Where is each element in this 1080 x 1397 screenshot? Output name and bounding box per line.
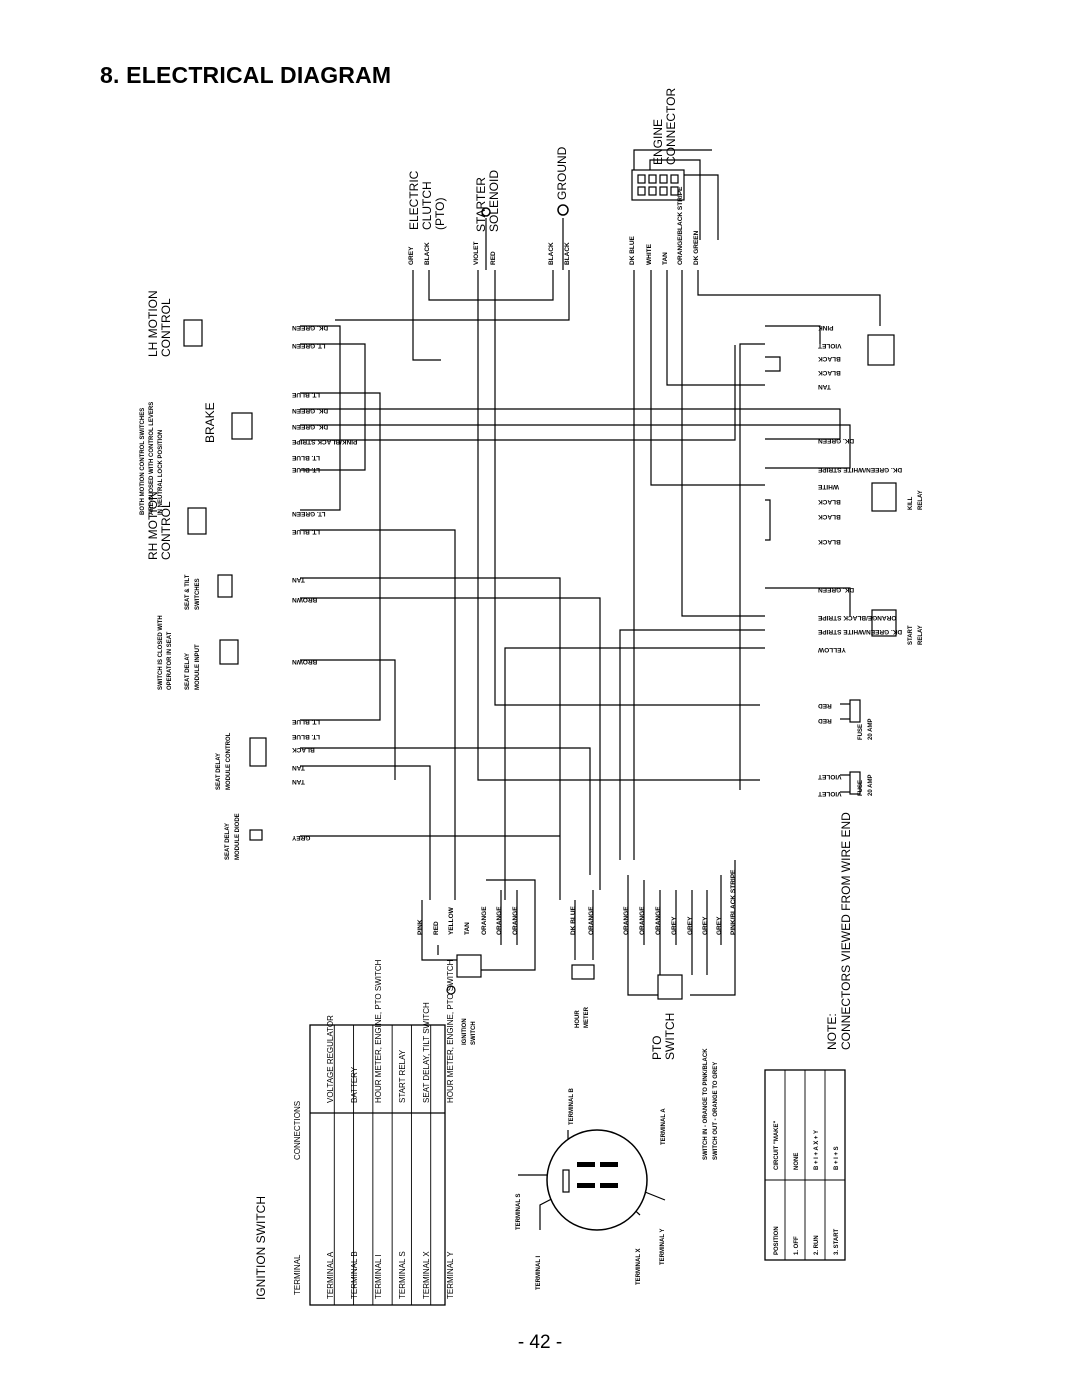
rh-motion-control-label: CONTROL <box>159 501 173 560</box>
wire-label-left: LT. BLUE <box>292 718 321 725</box>
wire-label-bottom: GREY <box>716 916 723 935</box>
wire-label-left: LT. BLUE <box>292 466 321 473</box>
black-wire-2 <box>335 270 569 320</box>
ignition-table-connection: BATTERY <box>350 1066 359 1103</box>
wire-label-right: DK. GREEN/WHITE STRIPE <box>818 466 903 473</box>
wire-label-right: DK. GREEN <box>818 437 855 444</box>
seat-delay-diode-connector <box>250 830 262 840</box>
wire-label-bottom: ORANGE <box>655 906 662 935</box>
wire-label-right: BLACK <box>818 369 841 376</box>
ignition-terminal-label: TERMINAL S <box>516 1193 522 1230</box>
wire-label-left: TAN <box>292 576 305 583</box>
wire-label-bottom: ORANGE <box>512 906 519 935</box>
motion-switch-note: BOTH MOTION CONTROL SWITCHES <box>140 407 146 515</box>
wire-label-bottom: GREY <box>671 916 678 935</box>
engine-connector-pin <box>638 187 645 195</box>
wire-label-bottom: RED <box>433 921 440 935</box>
wire-label-right: RED <box>818 717 832 724</box>
wire-label-top: BLACK <box>424 242 431 265</box>
brake-connector <box>232 413 252 439</box>
ignition-table-connection: HOUR METER, ENGINE, PTO SWITCH <box>446 959 455 1103</box>
page-title: 8. ELECTRICAL DIAGRAM <box>100 62 392 88</box>
pto-switch-note: SWITCH OUT - ORANGE TO GREY <box>713 1061 719 1160</box>
seat-switch-note: SWITCH IS CLOSED WITH <box>158 615 164 690</box>
kill-relay-connector <box>872 483 896 511</box>
wire-label-right: BLACK <box>818 538 841 545</box>
wire-label-left: GREY <box>292 834 311 841</box>
ignition-terminal-blade <box>600 1162 618 1167</box>
ignition-table-connection: VOLTAGE REGULATOR <box>326 1015 335 1103</box>
ign-wire <box>475 945 535 970</box>
left-wire <box>300 409 840 439</box>
fuse-top-label: 20 AMP <box>868 718 874 740</box>
left-wire <box>300 326 340 510</box>
engine-connector-pin <box>638 175 645 183</box>
wire-label-bottom: YELLOW <box>448 907 455 935</box>
starter-solenoid-label: SOLENOID <box>487 169 501 232</box>
start-relay-label: RELAY <box>918 625 924 645</box>
pto-switch-label: SWITCH <box>663 1012 677 1060</box>
seat-delay-diode-label: SEAT DELAY <box>225 822 231 860</box>
engine-connector-pin <box>660 175 667 183</box>
page-number: - 42 - <box>517 1332 563 1353</box>
seat-delay-input-label: SEAT DELAY <box>185 652 191 690</box>
ignition-table-terminal: TERMINAL S <box>398 1251 407 1299</box>
connector-note: CONNECTORS VIEWED FROM WIRE END <box>839 812 853 1050</box>
ignition-terminal-blade <box>600 1183 618 1188</box>
connector-note: NOTE: <box>825 1013 839 1050</box>
right-wire <box>620 630 765 860</box>
hour-meter-connector <box>572 965 594 979</box>
ignition-table-connection: SEAT DELAY, TILT SWITCH <box>422 1002 431 1103</box>
pto-switch-connector <box>658 975 682 999</box>
engine-connector-pin <box>671 175 678 183</box>
fuse-bottom-label: FUSE <box>858 779 864 796</box>
left-wire <box>300 766 430 900</box>
circuit-table-make: B + I + S <box>834 1146 840 1170</box>
engine-connector-pin <box>649 187 656 195</box>
wire-label-right: VIOLET <box>818 773 842 780</box>
circuit-table-position: 2. RUN <box>814 1235 820 1255</box>
black-ground-wire <box>429 270 553 300</box>
ignition-terminal-label: TERMINAL Y <box>660 1228 666 1265</box>
wire-label-top: BLACK <box>548 242 555 265</box>
wire-label-right: PINK <box>818 324 834 331</box>
seat-tilt-switches-label: SWITCHES <box>195 578 201 610</box>
left-wire <box>300 530 455 900</box>
wire-label-top: VIOLET <box>473 241 480 265</box>
ignition-table-header: CONNECTIONS <box>293 1100 302 1160</box>
wire-label-left: LT. BLUE <box>292 733 321 740</box>
red-wire <box>495 270 760 705</box>
seat-delay-control-label: SEAT DELAY <box>216 752 222 790</box>
brake-label: BRAKE <box>203 402 217 443</box>
seat-tilt-switches-label: SEAT & TILT <box>185 574 191 610</box>
wire-label-left: BLACK <box>292 746 315 753</box>
circuit-table-header: POSITION <box>774 1226 780 1255</box>
wire-lines <box>300 150 880 1230</box>
wire-label-right: BLACK <box>818 355 841 362</box>
ignition-table-header: TERMINAL <box>293 1254 302 1295</box>
electric-clutch-label: (PTO) <box>433 197 447 230</box>
grey-clutch-wire <box>413 270 441 360</box>
fuse-bottom-label: 20 AMP <box>868 774 874 796</box>
wire-label-left: TAN <box>292 778 305 785</box>
seat-delay-input-connector <box>220 640 238 664</box>
wire-label-bottom: ORANGE <box>639 906 646 935</box>
rh-motion-control-connector <box>188 508 206 534</box>
wire-label-bottom: ORANGE <box>481 906 488 935</box>
wire-label-bottom: PINK/BLACK STRIPE <box>730 869 737 935</box>
kill-relay-label: KILL <box>908 496 914 510</box>
wire-label-bottom: ORANGE <box>496 906 503 935</box>
bottom-wire <box>486 880 535 945</box>
ignition-switch-face <box>547 1130 647 1230</box>
text-labels <box>140 88 924 1305</box>
pto-switch-label: PTO <box>650 1035 664 1060</box>
wire-label-top: BLACK <box>564 242 571 265</box>
circuit-table-position: 1. OFF <box>794 1236 800 1255</box>
wire-label-bottom: TAN <box>464 922 471 935</box>
circuit-table-make: B + I + A X + Y <box>814 1130 820 1170</box>
lh-motion-control-label: LH MOTION <box>146 290 160 357</box>
seat-delay-control-connector <box>250 738 266 766</box>
engine-connector-pin <box>649 175 656 183</box>
wire-label-left: DK. GREEN <box>292 324 329 331</box>
wire-label-bottom: GREY <box>702 916 709 935</box>
ignition-terminal-blade <box>577 1162 595 1167</box>
wire-label-right: ORANGE/BLACK STRIPE <box>818 614 897 621</box>
dk-green-top-wire <box>698 270 880 326</box>
electric-clutch-label: CLUTCH <box>420 181 434 230</box>
fuse-top-label: FUSE <box>858 723 864 740</box>
violet-wire <box>478 270 760 780</box>
ignition-table-terminal: TERMINAL A <box>326 1251 335 1299</box>
ignition-terminal-label: TERMINAL B <box>569 1088 575 1125</box>
ignition-terminal-blade <box>577 1183 595 1188</box>
engine-connector-label: ENGINE <box>651 118 665 165</box>
ignition-table-terminal: TERMINAL B <box>350 1251 359 1299</box>
bottom-wire <box>690 860 735 995</box>
wire-label-left: PINK/BLACK STRIPE <box>292 438 358 445</box>
wire-label-top: DK BLUE <box>629 236 636 265</box>
lh-motion-control-connector <box>184 320 202 346</box>
wire-label-bottom: DK BLUE <box>570 906 577 935</box>
wire-label-bottom: PINK <box>417 919 424 935</box>
white-wire <box>651 270 765 485</box>
ignition-table-terminal: TERMINAL Y <box>446 1251 455 1299</box>
orange-black-wire <box>682 270 765 616</box>
ground-label: GROUND <box>555 146 569 200</box>
wire-label-right: BLACK <box>818 513 841 520</box>
electric-clutch-label: ELECTRIC <box>407 170 421 230</box>
wire-label-right: VIOLET <box>818 790 842 797</box>
wire-label-left: DK. GREEN <box>292 407 329 414</box>
engine-connector-pin <box>660 187 667 195</box>
wire-label-top: ORANGE/BLACK STRIPE <box>677 186 684 265</box>
wire-label-right: DK. GREEN <box>818 586 855 593</box>
component-symbols <box>184 170 896 1230</box>
ignition-table-terminal: TERMINAL X <box>422 1251 431 1299</box>
lh-motion-control-label: CONTROL <box>159 298 173 357</box>
ignition-table-connection: START RELAY <box>398 1049 407 1103</box>
ignition-terminal-s-blade <box>563 1170 569 1192</box>
relay-connector <box>868 335 894 365</box>
wire-label-top: WHITE <box>646 244 653 265</box>
fuse-top <box>850 700 860 722</box>
hour-meter-label: METER <box>584 1007 590 1028</box>
circuit-table-position: 3. START <box>834 1228 840 1255</box>
wire-label-left: LT. BLUE <box>292 391 321 398</box>
wire-label-top: TAN <box>662 252 669 265</box>
wire-label-left: BROWN <box>292 596 318 603</box>
left-wire <box>300 425 850 468</box>
motion-switch-note: ARE CLOSED WITH CONTROL LEVERS <box>149 401 155 515</box>
ignition-terminal-label: TERMINAL I <box>536 1255 542 1290</box>
ignition-table-connection: HOUR METER, ENGINE, PTO SWITCH <box>374 959 383 1103</box>
seat-switch-note: OPERATOR IN SEAT <box>167 631 173 690</box>
wire-label-right: BLACK <box>818 498 841 505</box>
ignition-switch-connector <box>457 955 481 977</box>
circuit-table-header: CIRCUIT "MAKE" <box>774 1120 780 1170</box>
hour-meter-label: HOUR <box>575 1010 581 1028</box>
wire-label-bottom: GREY <box>687 916 694 935</box>
wire-label-right: DK. GREEN/WHITE STRIPE <box>818 628 903 635</box>
wire-label-left: DK. GREEN <box>292 423 329 430</box>
ignition-switch-label: SWITCH <box>471 1021 477 1045</box>
circuit-table-make: NONE <box>794 1152 800 1170</box>
wire-label-left: TAN <box>292 764 305 771</box>
wire-label-left: LT. BLUE <box>292 528 321 535</box>
wire-label-right: RED <box>818 702 832 709</box>
start-relay-label: START <box>908 625 914 645</box>
wire-label-left: LT. GREEN <box>292 510 326 517</box>
wire-label-bottom: ORANGE <box>588 906 595 935</box>
left-wire <box>300 344 365 470</box>
wire-label-top: DK GREEN <box>693 230 700 265</box>
right-wire <box>505 648 765 900</box>
wire-label-left: LT. GREEN <box>292 342 326 349</box>
wire-label-right: TAN <box>818 383 831 390</box>
wire-label-bottom: ORANGE <box>623 906 630 935</box>
pto-switch-note: SWITCH IN - ORANGE TO PINK/BLACK <box>703 1048 709 1160</box>
ignition-table-terminal: TERMINAL I <box>374 1254 383 1299</box>
ignition-table-title: IGNITION SWITCH <box>254 1196 268 1300</box>
wire-label-left: BROWN <box>292 658 318 665</box>
kill-relay-label: RELAY <box>918 490 924 510</box>
wire-label-right: VIOLET <box>818 342 842 349</box>
starter-solenoid-label: STARTER <box>474 177 488 232</box>
seat-delay-input-label: MODULE INPUT <box>195 644 201 690</box>
wire-label-right: YELLOW <box>818 646 846 653</box>
wire-label-left: LT. BLUE <box>292 454 321 461</box>
ignition-switch-label: IGNITION <box>462 1018 468 1045</box>
seat-tilt-connector <box>218 575 232 597</box>
pto-wire <box>628 945 660 995</box>
right-wire <box>740 344 765 790</box>
seat-delay-control-label: MODULE CONTROL <box>226 732 232 790</box>
right-wire <box>765 326 820 344</box>
motion-switch-note: IN NEUTRAL LOCK POSITION <box>158 429 164 515</box>
ground-terminal <box>558 205 568 215</box>
right-wire <box>765 357 780 371</box>
ignition-terminal-label: TERMINAL X <box>636 1248 642 1285</box>
right-wire <box>765 500 770 540</box>
ignition-terminal-label: TERMINAL A <box>661 1108 667 1145</box>
wire-label-top: GREY <box>408 246 415 265</box>
left-wire <box>300 598 600 890</box>
engine-connector-label: CONNECTOR <box>664 87 678 165</box>
wire-label-top: RED <box>490 251 497 265</box>
rh-motion-control-label: RH MOTION <box>146 491 160 560</box>
left-wire <box>300 748 590 875</box>
seat-delay-diode-label: MODULE DIODE <box>235 813 241 860</box>
wire-label-right: WHITE <box>818 483 839 490</box>
